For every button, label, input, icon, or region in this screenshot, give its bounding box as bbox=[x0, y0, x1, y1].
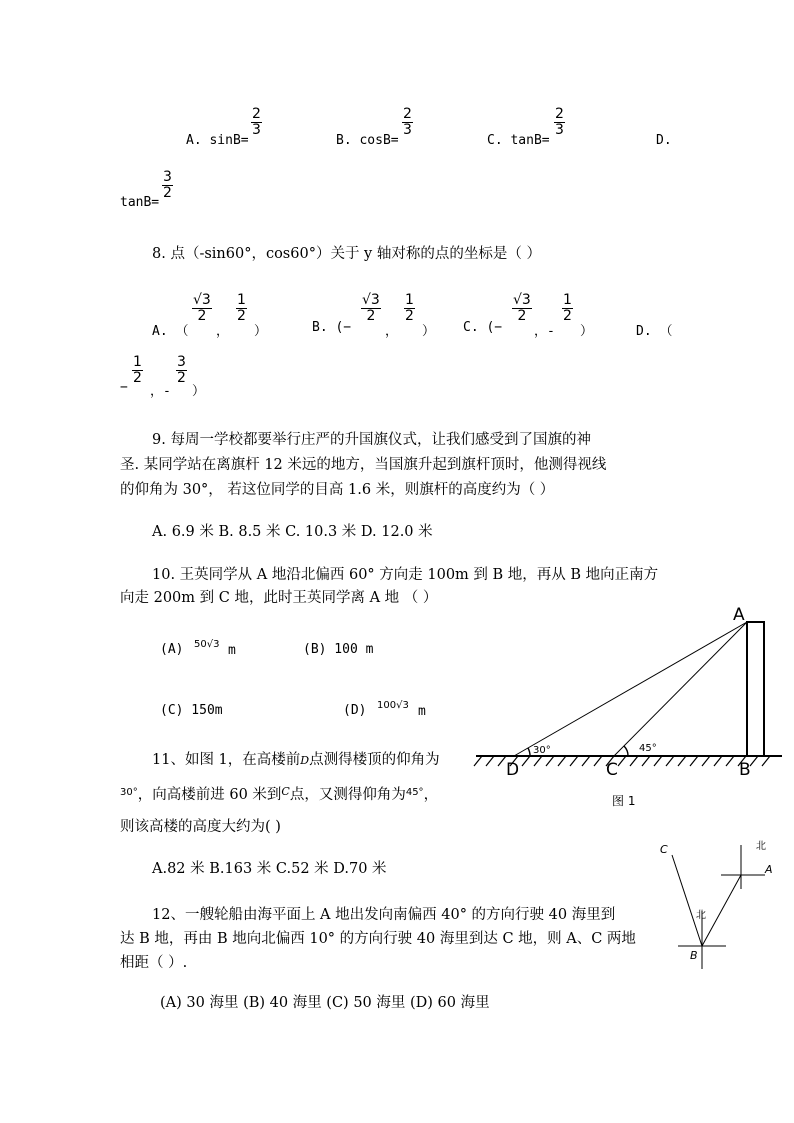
fig1-label-c: C bbox=[606, 760, 618, 780]
q10-line2: 向走 200m 到 C 地，此时王英同学离 A 地 （ ） bbox=[120, 590, 438, 606]
q8-d-frac1 bbox=[132, 355, 143, 386]
q8-b-num1: √3 bbox=[362, 292, 380, 308]
q11-line1-text-b: 点测得楼顶的仰角为 bbox=[309, 752, 440, 768]
fig1-hatch-mark bbox=[474, 756, 482, 766]
q10-option-a-value: 50√3 bbox=[194, 639, 220, 650]
q8-b-sep: ， bbox=[385, 324, 399, 339]
q9-line3: 的仰角为 30°， 若这位同学的目高 1.6 米，则旗杆的高度约为（ ） bbox=[120, 482, 555, 498]
q8-c-den1: 2 bbox=[517, 308, 527, 324]
q11-angle-30: 30° bbox=[120, 787, 138, 798]
q8-option-b: B. (− bbox=[312, 320, 352, 335]
q9-line1: 9. 每周一学校都要举行庄严的升国旗仪式，让我们感受到了国旗的神 bbox=[152, 432, 591, 448]
fig1-hatch-mark bbox=[762, 756, 770, 766]
fig1-sightline-c bbox=[614, 622, 747, 756]
fig1-label-d: D bbox=[506, 760, 520, 780]
q8-a-close: ） bbox=[254, 324, 268, 339]
fig1-hatch-mark bbox=[522, 756, 530, 766]
q7-d-denominator: 2 bbox=[163, 185, 172, 201]
q11-line1-text-a: 11、如图 1，在高楼前 bbox=[152, 752, 301, 768]
q8-a-num2: 1 bbox=[237, 292, 246, 308]
q7-c-denominator: 3 bbox=[555, 122, 564, 138]
q8-a-den1: 2 bbox=[197, 308, 207, 324]
q11-line2-text-b: 点，又测得仰角为 bbox=[289, 787, 406, 803]
q8-d-neg: − bbox=[120, 380, 128, 395]
q11-line2 bbox=[120, 783, 438, 804]
fig1-hatch-mark bbox=[534, 756, 542, 766]
q7-option-c: C. tanB= bbox=[487, 133, 550, 148]
q8-c-sep: ，- bbox=[534, 324, 555, 339]
fig1-angle-30: 30° bbox=[533, 745, 551, 756]
q8-d-frac2 bbox=[176, 355, 187, 386]
q8-d-num1: 1 bbox=[133, 354, 142, 370]
fig1-label-b: B bbox=[739, 760, 751, 780]
fig1-hatch-mark bbox=[642, 756, 650, 766]
q8-b-frac2 bbox=[404, 293, 415, 324]
q7-b-numerator: 2 bbox=[403, 106, 412, 122]
figure-2 bbox=[650, 835, 780, 975]
q10-option-a-label: (A) bbox=[160, 642, 184, 657]
fig1-arc-30 bbox=[528, 748, 530, 756]
q7-a-fraction bbox=[251, 107, 262, 138]
q8-c-den2: 2 bbox=[563, 308, 572, 324]
fig1-arc-45 bbox=[624, 746, 628, 756]
fig1-sightline-d bbox=[514, 622, 747, 756]
q7-option-d-cont: tanB= bbox=[120, 195, 160, 210]
q7-b-denominator: 3 bbox=[403, 122, 412, 138]
fig1-hatch-mark bbox=[546, 756, 554, 766]
q7-option-b: B. cosB= bbox=[336, 133, 399, 148]
fig2-north-a: 北 bbox=[756, 841, 766, 852]
q7-c-fraction bbox=[554, 107, 565, 138]
q10-option-c: (C) 150m bbox=[160, 703, 223, 718]
q9-options: A. 6.9 米 B. 8.5 米 C. 10.3 米 D. 12.0 米 bbox=[152, 524, 433, 540]
q9-line2: 圣. 某同学站在离旗杆 12 米远的地方，当国旗升起到旗杆顶时，他测得视线 bbox=[120, 457, 607, 473]
q12-line1: 12、一艘轮船由海平面上 A 地出发向南偏西 40° 的方向行驶 40 海里到 bbox=[152, 907, 616, 923]
fig1-hatch-mark bbox=[618, 756, 626, 766]
q11-angle-45: 45° bbox=[405, 787, 424, 798]
q8-option-d: D. （ bbox=[636, 324, 673, 339]
q10-option-d-label: (D) bbox=[343, 703, 367, 718]
fig1-hatch-mark bbox=[654, 756, 662, 766]
q8-a-den2: 2 bbox=[237, 308, 246, 324]
fig1-building bbox=[747, 622, 764, 756]
fig2-label-a: A bbox=[765, 863, 773, 876]
q11-var-d: D bbox=[300, 754, 310, 767]
q8-d-num2: 3 bbox=[177, 354, 186, 370]
q12-line3: 相距（ ）. bbox=[120, 955, 188, 971]
q8-stem: 8. 点（-sin60°，cos60°）关于 y 轴对称的点的坐标是（ ） bbox=[152, 246, 541, 262]
fig1-hatch-mark bbox=[630, 756, 638, 766]
q7-d-fraction bbox=[162, 170, 173, 201]
q8-d-sep: ，- bbox=[150, 384, 171, 399]
q8-d-close: ） bbox=[192, 384, 206, 399]
fig1-hatch-mark bbox=[558, 756, 566, 766]
fig1-hatch-mark bbox=[714, 756, 722, 766]
q7-option-a: A. sinB= bbox=[186, 133, 249, 148]
fig1-hatch-mark bbox=[666, 756, 674, 766]
q8-option-c: C. (− bbox=[463, 320, 503, 335]
figure-1 bbox=[470, 600, 790, 815]
fig1-label-a: A bbox=[733, 605, 745, 625]
q8-b-den1: 2 bbox=[366, 308, 376, 324]
q8-a-frac1 bbox=[192, 293, 212, 324]
q8-b-close: ） bbox=[422, 324, 436, 339]
q12-line2: 达 B 地，再由 B 地向北偏西 10° 的方向行驶 40 海里到达 C 地，则 A、C 两地 bbox=[120, 931, 636, 947]
q11-line2-text-a: ，向高楼前进 60 米到 bbox=[137, 787, 282, 803]
q8-c-frac1 bbox=[512, 293, 532, 324]
q11-line1 bbox=[152, 748, 440, 769]
q7-a-numerator: 2 bbox=[252, 106, 261, 122]
fig2-north-b: 北 bbox=[696, 910, 706, 921]
q7-a-denominator: 3 bbox=[252, 122, 261, 138]
q8-b-num2: 1 bbox=[405, 292, 414, 308]
q8-d-den1: 2 bbox=[133, 370, 142, 386]
fig1-hatch-mark bbox=[702, 756, 710, 766]
q11-line2-text-c: ， bbox=[423, 787, 439, 803]
fig1-hatch-mark bbox=[570, 756, 578, 766]
fig1-hatch-mark bbox=[582, 756, 590, 766]
fig1-hatch-mark bbox=[486, 756, 494, 766]
q10-option-d-value: 100√3 bbox=[377, 700, 409, 711]
q10-option-b: (B) 100 m bbox=[303, 642, 374, 657]
q10-line1: 10. 王英同学从 A 地沿北偏西 60° 方向走 100m 到 B 地，再从 B 地向正南方 bbox=[152, 567, 659, 583]
q11-var-c: C bbox=[281, 785, 290, 798]
q8-c-close: ） bbox=[580, 324, 594, 339]
q10-option-d-unit: m bbox=[418, 704, 426, 719]
q8-c-num1: √3 bbox=[513, 292, 531, 308]
fig2-path-ab bbox=[702, 875, 741, 946]
fig1-hatch-mark bbox=[750, 756, 758, 766]
fig2-label-c: C bbox=[660, 843, 668, 856]
q8-d-den2: 2 bbox=[177, 370, 186, 386]
q8-b-den2: 2 bbox=[405, 308, 414, 324]
fig1-hatch-mark bbox=[678, 756, 686, 766]
fig1-caption: 图 1 bbox=[612, 794, 636, 808]
q8-c-num2: 1 bbox=[563, 292, 572, 308]
q10-option-a-unit: m bbox=[228, 643, 236, 658]
fig2-label-b: B bbox=[690, 949, 698, 962]
fig1-angle-45: 45° bbox=[639, 743, 657, 754]
q8-a-num1: √3 bbox=[193, 292, 211, 308]
q8-a-frac2 bbox=[236, 293, 247, 324]
q7-d-numerator: 3 bbox=[163, 169, 172, 185]
q11-line3: 则该高楼的高度大约为( ) bbox=[120, 819, 281, 835]
fig1-hatch-mark bbox=[690, 756, 698, 766]
fig1-hatch-mark bbox=[726, 756, 734, 766]
q7-option-d: D. bbox=[656, 133, 672, 148]
fig2-path-bc bbox=[672, 855, 702, 946]
fig1-hatch-mark bbox=[594, 756, 602, 766]
fig1-hatch-mark bbox=[498, 756, 506, 766]
q11-options: A.82 米 B.163 米 C.52 米 D.70 米 bbox=[152, 861, 387, 877]
q7-c-numerator: 2 bbox=[555, 106, 564, 122]
q8-b-frac1 bbox=[361, 293, 381, 324]
q7-b-fraction bbox=[402, 107, 413, 138]
q12-options: (A) 30 海里 (B) 40 海里 (C) 50 海里 (D) 60 海里 bbox=[160, 995, 490, 1011]
q8-option-a: A. （ bbox=[152, 324, 189, 339]
q8-a-sep: ， bbox=[216, 324, 230, 339]
q8-c-frac2 bbox=[562, 293, 573, 324]
